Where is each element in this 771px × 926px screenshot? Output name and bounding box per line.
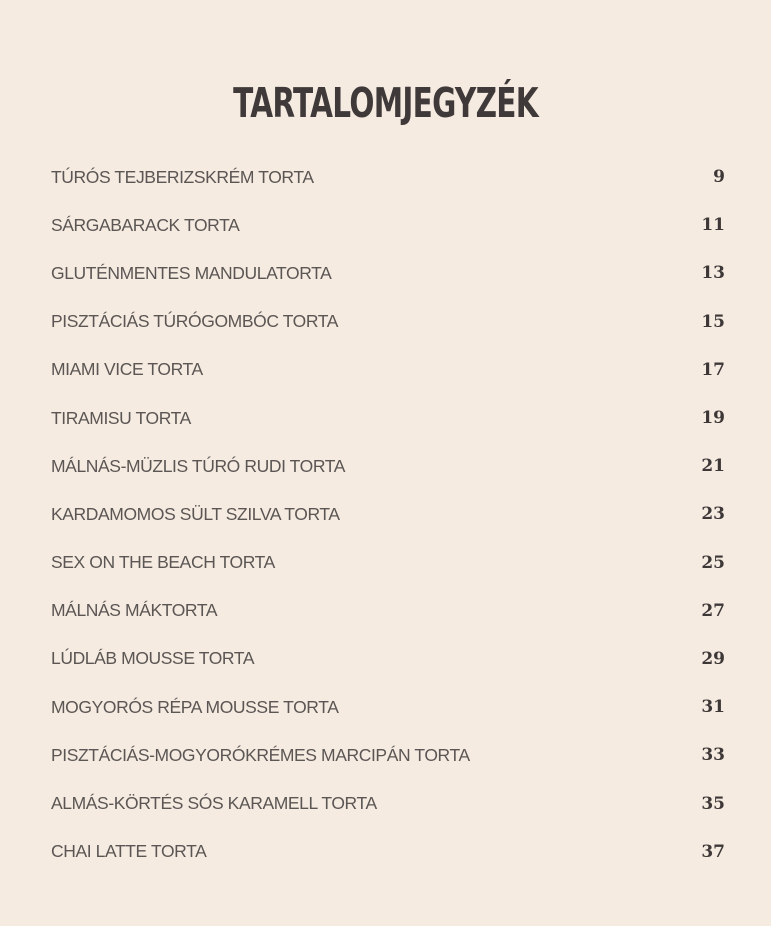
toc-entry[interactable]: [51, 587, 725, 635]
toc-entry[interactable]: [51, 779, 725, 827]
toc-entry[interactable]: [51, 828, 725, 876]
toc-entry-page-number: 25: [701, 552, 725, 573]
toc-entry-title: MÁLNÁS MÁKTORTA: [51, 600, 218, 621]
toc-entry-title: MÁLNÁS-MÜZLIS TÚRÓ RUDI TORTA: [51, 455, 346, 476]
toc-entry[interactable]: [51, 539, 725, 587]
toc-entry-title: TIRAMISU TORTA: [51, 407, 191, 428]
toc-entry[interactable]: [51, 394, 725, 442]
table-of-contents: [51, 153, 725, 876]
toc-entry-page-number: 17: [701, 359, 725, 380]
toc-entry-title: SÁRGABARACK TORTA: [51, 214, 240, 235]
toc-entry-title: MOGYORÓS RÉPA MOUSSE TORTA: [51, 696, 339, 717]
toc-entry-title: GLUTÉNMENTES MANDULATORTA: [51, 262, 332, 283]
toc-entry[interactable]: [51, 298, 725, 346]
toc-entry[interactable]: [51, 683, 725, 731]
toc-entry-title: CHAI LATTE TORTA: [51, 841, 207, 862]
toc-entry-page-number: 21: [701, 456, 725, 477]
toc-entry-title: PISZTÁCIÁS-MOGYORÓKRÉMES MARCIPÁN TORTA: [51, 744, 470, 765]
toc-entry[interactable]: [51, 249, 725, 297]
toc-entry-page-number: 29: [701, 648, 725, 669]
toc-entry[interactable]: [51, 490, 725, 538]
page-title: TARTALOMJEGYZÉK: [233, 79, 538, 128]
toc-entry-page-number: 13: [701, 263, 725, 284]
toc-entry-title: KARDAMOMOS SÜLT SZILVA TORTA: [51, 503, 340, 524]
toc-entry[interactable]: [51, 635, 725, 683]
toc-entry-title: TÚRÓS TEJBERIZSKRÉM TORTA: [51, 166, 314, 187]
toc-entry-page-number: 9: [713, 167, 725, 188]
toc-entry-page-number: 27: [701, 600, 725, 621]
toc-entry-page-number: 31: [701, 697, 725, 718]
toc-entry[interactable]: [51, 201, 725, 249]
toc-entry[interactable]: [51, 346, 725, 394]
toc-entry-title: MIAMI VICE TORTA: [51, 359, 203, 380]
toc-entry-page-number: 15: [701, 311, 725, 332]
toc-entry-title: PISZTÁCIÁS TÚRÓGOMBÓC TORTA: [51, 311, 339, 332]
toc-entry-page-number: 23: [701, 504, 725, 525]
toc-entry-page-number: 19: [701, 408, 725, 429]
toc-entry[interactable]: [51, 153, 725, 201]
toc-entry[interactable]: [51, 731, 725, 779]
toc-entry-page-number: 33: [701, 745, 725, 766]
toc-entry-title: ALMÁS-KÖRTÉS SÓS KARAMELL TORTA: [51, 793, 377, 814]
toc-entry-title: LÚDLÁB MOUSSE TORTA: [51, 648, 255, 669]
toc-entry-page-number: 35: [701, 793, 725, 814]
toc-entry-page-number: 37: [701, 841, 725, 862]
toc-entry-page-number: 11: [701, 215, 725, 236]
toc-entry-title: SEX ON THE BEACH TORTA: [51, 552, 275, 573]
toc-entry[interactable]: [51, 442, 725, 490]
